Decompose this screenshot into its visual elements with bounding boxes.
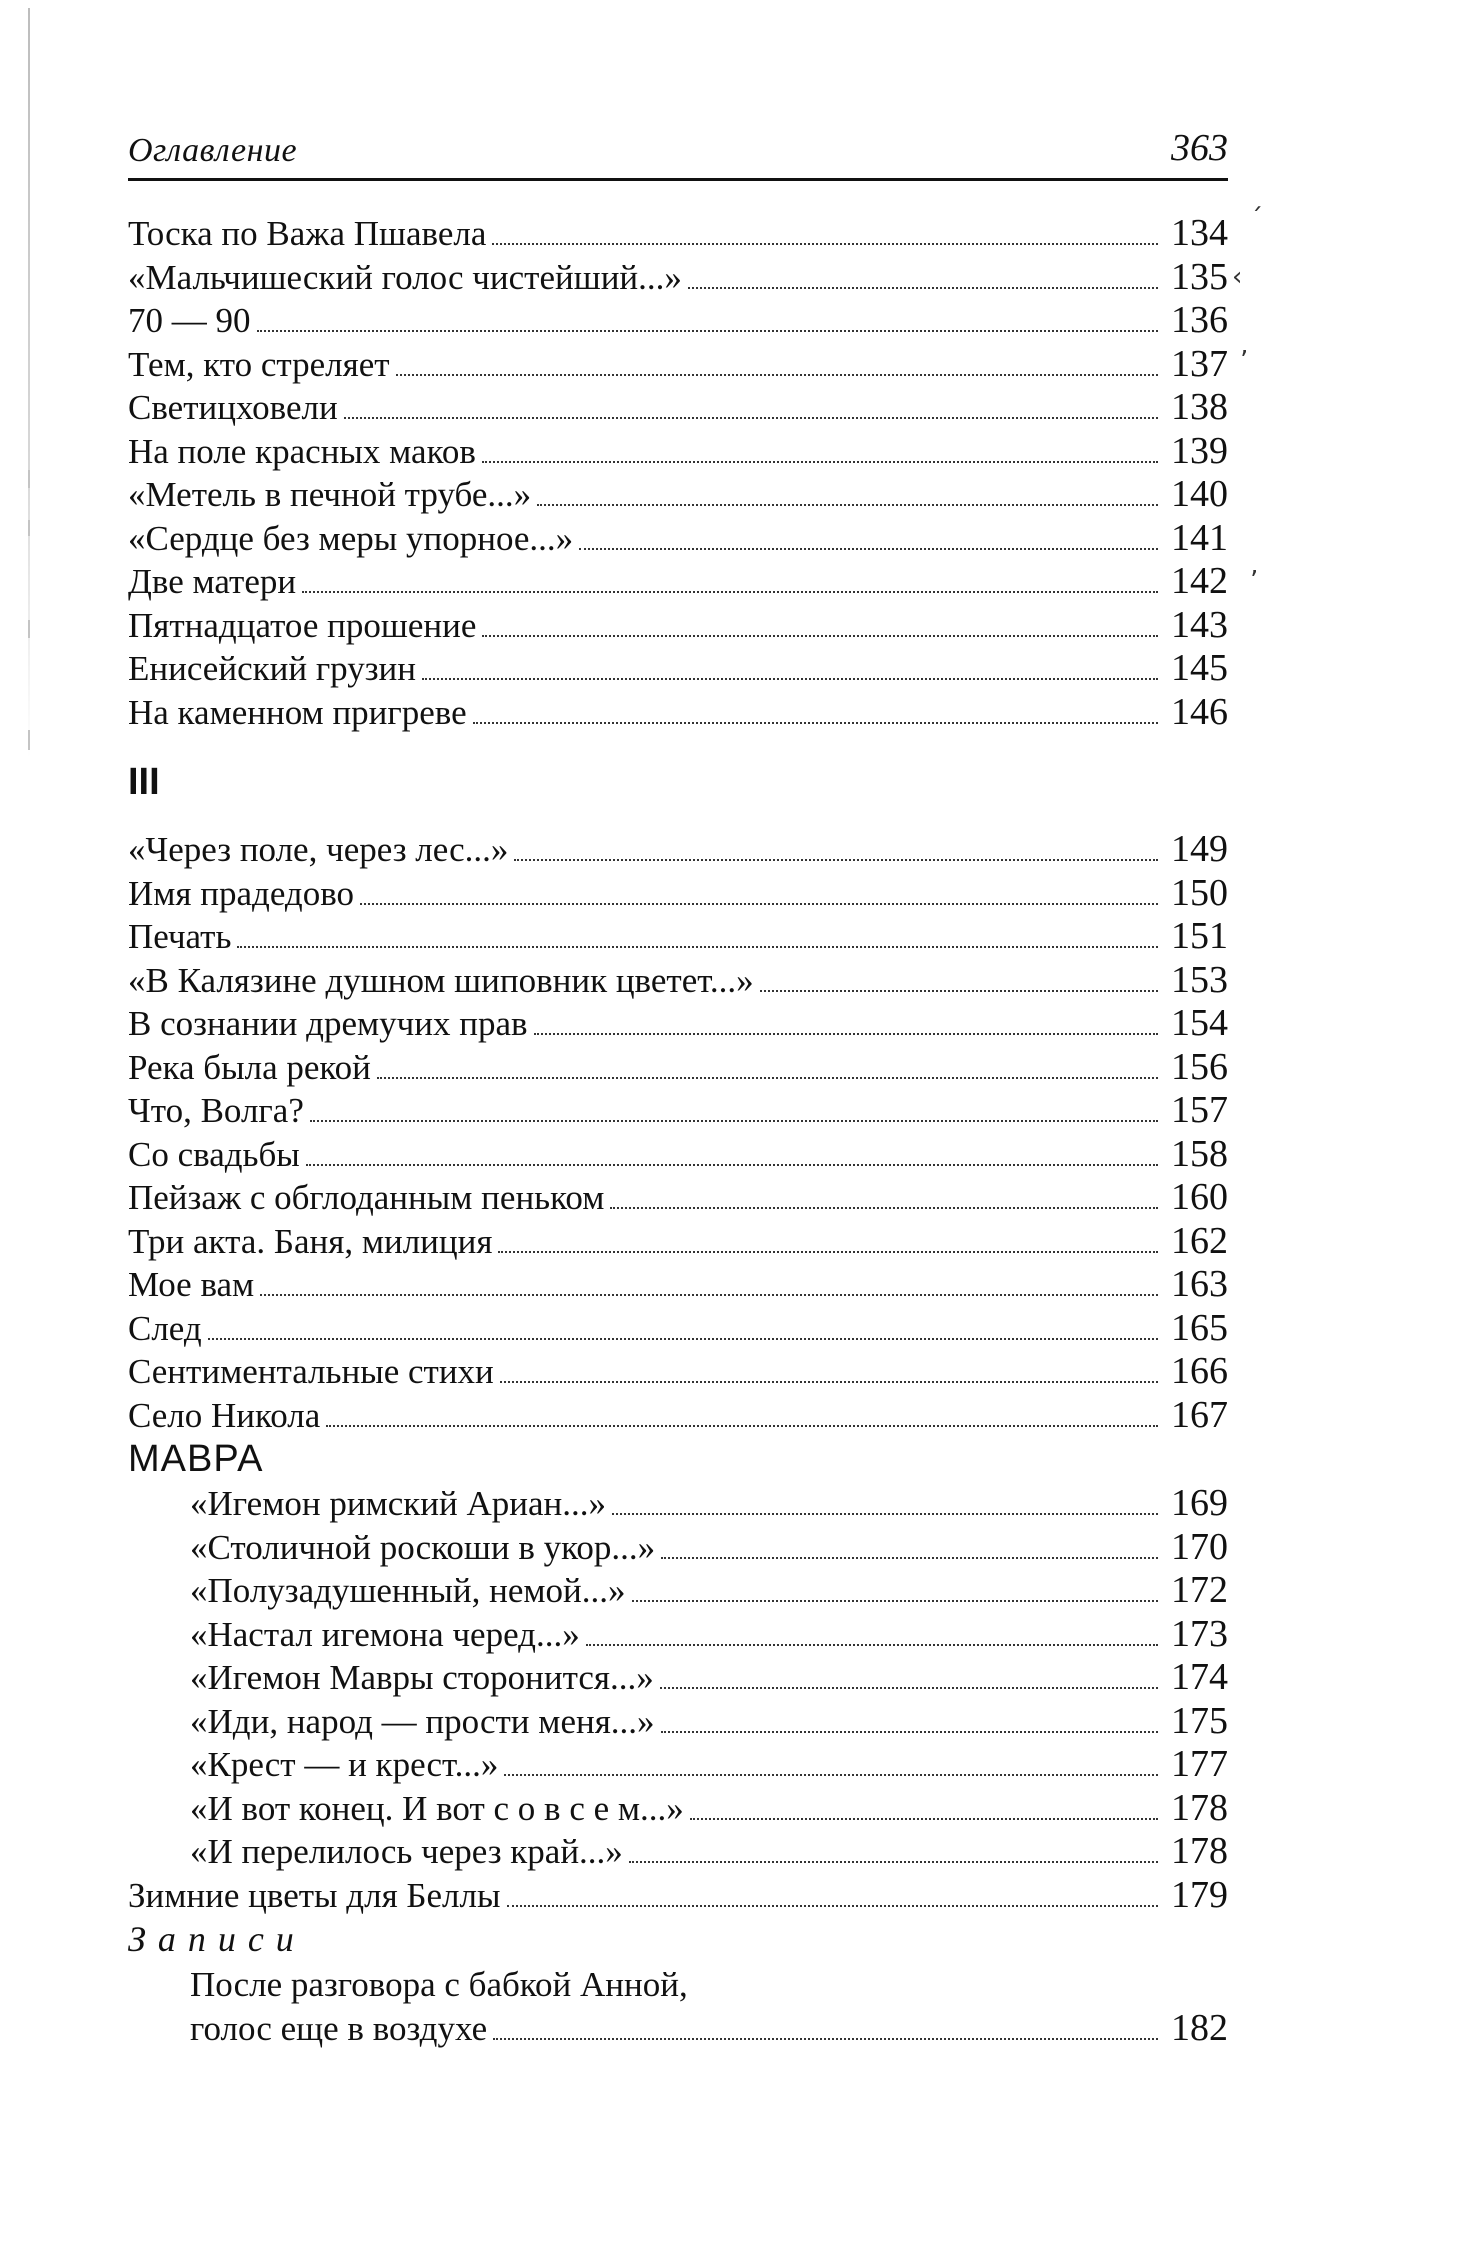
entry-title: Село Никола <box>128 1395 321 1435</box>
entry-page: 172 <box>1171 1569 1228 1611</box>
pencil-check-mark: ´ <box>1250 204 1263 234</box>
toc-entry <box>128 343 1228 387</box>
dot-leader <box>514 859 1158 861</box>
toc-entry-notes <box>128 2007 1228 2051</box>
entry-title: Тоска по Важа Пшавела <box>128 214 487 253</box>
dot-leader <box>302 591 1158 593</box>
entry-title: Пятнадцатое прошение <box>128 605 477 645</box>
toc-group-mavra <box>128 1482 1228 1874</box>
toc-entry <box>128 386 1228 430</box>
header-rule <box>128 178 1228 181</box>
scan-edge-dash <box>28 520 30 536</box>
entry-page: 138 <box>1171 386 1228 428</box>
page-number: 363 <box>1171 127 1228 169</box>
entry-title: След <box>128 1308 202 1348</box>
entry-title: Имя прадедово <box>128 873 355 913</box>
pencil-check-mark: ‹ <box>1232 262 1243 292</box>
dot-leader <box>688 287 1158 289</box>
entry-page: 170 <box>1171 1525 1228 1568</box>
toc-entry <box>128 1046 1228 1090</box>
dot-leader <box>612 1513 1158 1515</box>
entry-title: «И перелилось через край...» <box>190 1832 623 1871</box>
notes-entry-line-1: После разговора с бабкой Анной, <box>190 1965 688 2004</box>
entry-page: 146 <box>1171 690 1228 733</box>
dot-leader <box>690 1818 1158 1820</box>
dot-leader <box>360 903 1158 905</box>
toc-entry <box>128 1482 1228 1526</box>
entry-page: 157 <box>1171 1089 1228 1131</box>
entry-page: 139 <box>1171 429 1228 472</box>
toc-entry <box>128 1350 1228 1394</box>
toc-entry <box>128 604 1228 648</box>
entry-page: 140 <box>1171 473 1228 515</box>
toc-entry <box>128 1220 1228 1264</box>
dot-leader <box>537 504 1158 506</box>
entry-page: 178 <box>1171 1830 1228 1872</box>
dot-leader <box>661 1557 1158 1559</box>
entry-title: «В Калязине душном шиповник цветет...» <box>128 960 754 1000</box>
entry-page: 142 <box>1171 560 1228 602</box>
entry-title: 70 — 90 <box>128 301 251 340</box>
dot-leader <box>473 722 1158 724</box>
toc-group-section-iii <box>128 828 1228 1437</box>
pencil-check-mark: ʼ <box>1240 346 1249 376</box>
entry-title: Что, Волга? <box>128 1091 304 1130</box>
section-heading-iii: III <box>128 761 160 803</box>
entry-title: Река была рекой <box>128 1047 371 1087</box>
entry-page: 145 <box>1171 647 1228 689</box>
entry-page: 153 <box>1171 958 1228 1001</box>
entry-page: 182 <box>1171 2007 1228 2049</box>
dot-leader <box>760 990 1158 992</box>
dot-leader <box>610 1207 1158 1209</box>
entry-page: 167 <box>1171 1393 1228 1436</box>
entry-title: На поле красных маков <box>128 431 476 471</box>
toc-entry <box>128 959 1228 1003</box>
dot-leader <box>482 635 1158 637</box>
toc-entry <box>128 828 1228 872</box>
entry-page: 134 <box>1171 212 1228 254</box>
entry-page: 162 <box>1171 1219 1228 1262</box>
entry-title: «Крест — и крест...» <box>190 1745 499 1784</box>
dot-leader <box>326 1425 1158 1427</box>
entry-title: «Настал игемона черед...» <box>190 1614 580 1654</box>
dot-leader <box>579 548 1158 550</box>
entry-title: Светицховели <box>128 388 338 427</box>
toc-entry <box>128 915 1228 959</box>
dot-leader <box>344 417 1158 419</box>
entry-title: «Игемон Мавры сторонится...» <box>190 1658 654 1697</box>
entry-page: 158 <box>1171 1132 1228 1175</box>
toc-entry <box>128 1089 1228 1133</box>
running-head <box>128 122 1228 182</box>
toc-entry <box>128 1263 1228 1307</box>
entry-page: 173 <box>1171 1612 1228 1655</box>
toc-entry <box>128 1569 1228 1613</box>
scan-edge-line <box>28 8 30 758</box>
entry-page: 178 <box>1171 1786 1228 1829</box>
entry-page: 150 <box>1171 871 1228 914</box>
entry-title: «Полузадушенный, немой...» <box>190 1571 626 1610</box>
entry-title: «Через поле, через лес...» <box>128 830 509 869</box>
dot-leader <box>306 1164 1158 1166</box>
dot-leader <box>629 1861 1158 1863</box>
entry-page: 163 <box>1171 1263 1228 1305</box>
scan-edge-dash <box>28 620 30 638</box>
toc-entry <box>128 517 1228 561</box>
toc-entry <box>128 872 1228 916</box>
dot-leader <box>260 1294 1158 1296</box>
toc-entry <box>128 1656 1228 1700</box>
entry-title: В сознании дремучих прав <box>128 1004 528 1043</box>
dot-leader <box>208 1338 1158 1340</box>
group-heading-mavra: МАВРА <box>128 1438 264 1480</box>
scan-edge-dash <box>28 470 30 488</box>
dot-leader <box>507 1905 1158 1907</box>
dot-leader <box>377 1077 1158 1079</box>
dot-leader <box>661 1731 1158 1733</box>
toc-entry <box>128 256 1228 300</box>
entry-title: Пейзаж с обглоданным пеньком <box>128 1178 605 1217</box>
spacer <box>128 814 1228 828</box>
toc-entry <box>128 1307 1228 1351</box>
entry-title: На каменном пригреве <box>128 692 467 732</box>
entry-page: 175 <box>1171 1699 1228 1742</box>
entry-page: 141 <box>1171 516 1228 559</box>
entry-title: «Сердце без меры упорное...» <box>128 518 574 558</box>
toc-entry <box>128 1002 1228 1046</box>
entry-page: 169 <box>1171 1482 1228 1524</box>
entry-title: «Иди, народ — прости меня...» <box>190 1701 655 1741</box>
entry-title: Тем, кто стреляет <box>128 344 390 384</box>
entry-title: «Метель в печной трубе...» <box>128 475 532 514</box>
entry-page: 165 <box>1171 1306 1228 1349</box>
toc-entry <box>128 647 1228 691</box>
entry-title: Три акта. Баня, милиция <box>128 1221 493 1261</box>
toc-entry <box>128 212 1228 256</box>
running-title: Оглавление <box>128 132 298 169</box>
toc-entry <box>128 299 1228 343</box>
toc-entry <box>128 473 1228 517</box>
entry-title: голос еще в воздухе <box>190 2009 488 2048</box>
entry-title: «И вот конец. И вот с о в с е м...» <box>190 1788 684 1828</box>
entry-title: «Столичной роскоши в укор...» <box>190 1527 656 1567</box>
dot-leader <box>500 1381 1158 1383</box>
toc-entry <box>128 1743 1228 1787</box>
dot-leader <box>482 461 1158 463</box>
entry-page: 174 <box>1171 1656 1228 1698</box>
dot-leader <box>396 374 1158 376</box>
entry-title: «Мальчишеский голос чистейший...» <box>128 257 682 297</box>
dot-leader <box>534 1033 1158 1035</box>
dot-leader <box>422 678 1158 680</box>
entry-page: 151 <box>1171 915 1228 957</box>
dot-leader <box>310 1120 1158 1122</box>
dot-leader <box>237 946 1158 948</box>
toc-entry <box>128 1613 1228 1657</box>
toc-entry <box>128 1526 1228 1570</box>
toc-entry <box>128 1787 1228 1831</box>
entry-page: 177 <box>1171 1743 1228 1785</box>
dot-leader <box>493 2038 1158 2040</box>
entry-page: 136 <box>1171 299 1228 341</box>
entry-title: Со свадьбы <box>128 1134 300 1174</box>
entry-page: 135 <box>1171 255 1228 298</box>
toc-entry <box>128 560 1228 604</box>
group-heading-notes: Записи <box>128 1919 306 1959</box>
toc-group-top <box>128 212 1228 734</box>
toc-entry <box>128 1830 1228 1874</box>
entry-page: 179 <box>1171 1873 1228 1916</box>
table-of-contents <box>128 212 1228 2051</box>
toc-entry <box>128 1394 1228 1438</box>
entry-page: 166 <box>1171 1350 1228 1392</box>
entry-page: 154 <box>1171 1002 1228 1044</box>
entry-title: Сентиментальные стихи <box>128 1352 494 1391</box>
entry-title: Енисейский грузин <box>128 649 416 688</box>
dot-leader <box>492 243 1158 245</box>
dot-leader <box>632 1600 1158 1602</box>
entry-title: Зимние цветы для Беллы <box>128 1875 501 1915</box>
dot-leader <box>504 1774 1158 1776</box>
toc-entry <box>128 1700 1228 1744</box>
toc-entry-winter-flowers <box>128 1874 1228 1918</box>
toc-entry <box>128 1176 1228 1220</box>
toc-entry <box>128 691 1228 735</box>
entry-title: Печать <box>128 917 232 956</box>
entry-title: «Игемон римский Ариан...» <box>190 1484 606 1523</box>
entry-page: 160 <box>1171 1176 1228 1218</box>
toc-entry <box>128 1133 1228 1177</box>
entry-page: 143 <box>1171 603 1228 646</box>
dot-leader <box>660 1687 1158 1689</box>
entry-page: 149 <box>1171 828 1228 870</box>
entry-title: Две матери <box>128 562 297 601</box>
entry-page: 156 <box>1171 1045 1228 1088</box>
pencil-check-mark: ʼ <box>1250 566 1259 596</box>
toc-entry <box>128 430 1228 474</box>
dot-leader <box>257 330 1159 332</box>
entry-title: Мое вам <box>128 1265 255 1304</box>
dot-leader <box>498 1251 1158 1253</box>
dot-leader <box>586 1644 1158 1646</box>
scan-edge-dash <box>28 730 30 750</box>
entry-page: 137 <box>1171 342 1228 385</box>
